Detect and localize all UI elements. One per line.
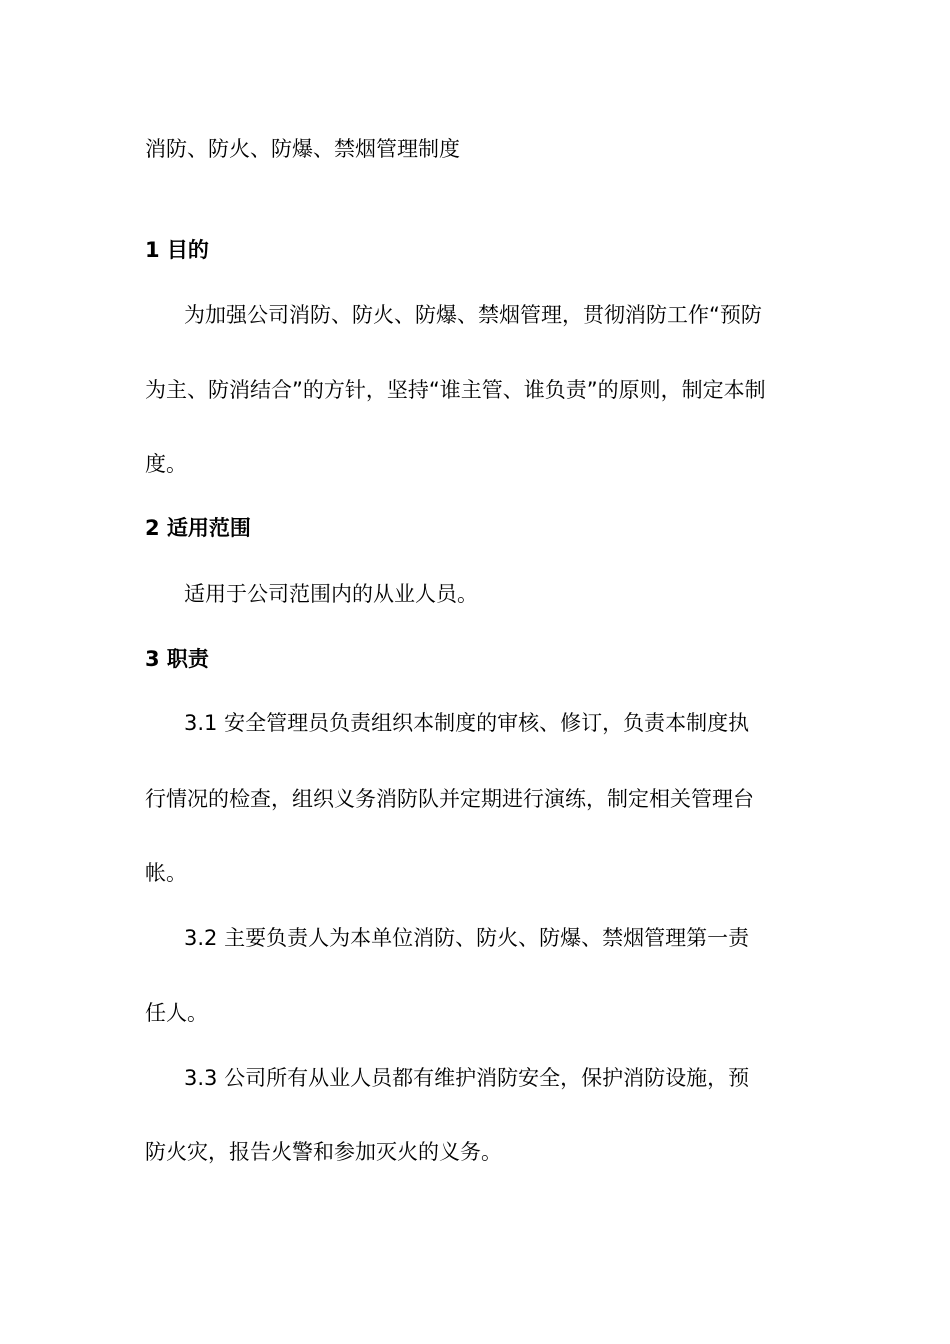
paragraph-line: 帐。 <box>145 861 187 885</box>
paragraph-line: 为加强公司消防、防火、防爆、禁烟管理，贯彻消防工作“预防 <box>184 303 762 327</box>
paragraph-line: 度。 <box>145 452 187 476</box>
paragraph-line: 3.1 安全管理员负责组织本制度的审核、修订，负责本制度执 <box>184 711 750 735</box>
section-heading-purpose: 1 目的 <box>145 238 209 262</box>
paragraph-line: 3.2 主要负责人为本单位消防、防火、防爆、禁烟管理第一责 <box>184 926 750 950</box>
paragraph-line: 3.3 公司所有从业人员都有维护消防安全，保护消防设施，预 <box>184 1066 750 1090</box>
section-heading-scope: 2 适用范围 <box>145 516 251 540</box>
document-title: 消防、防火、防爆、禁烟管理制度 <box>145 137 460 161</box>
paragraph-line: 为主、防消结合”的方针，坚持“谁主管、谁负责”的原则，制定本制 <box>145 378 766 402</box>
paragraph-line: 任人。 <box>145 1001 208 1025</box>
section-heading-responsibilities: 3 职责 <box>145 647 209 671</box>
paragraph-line: 防火灾，报告火警和参加灭火的义务。 <box>145 1140 502 1164</box>
paragraph-line: 行情况的检查，组织义务消防队并定期进行演练，制定相关管理台 <box>145 787 754 811</box>
paragraph-line: 适用于公司范围内的从业人员。 <box>184 582 478 606</box>
